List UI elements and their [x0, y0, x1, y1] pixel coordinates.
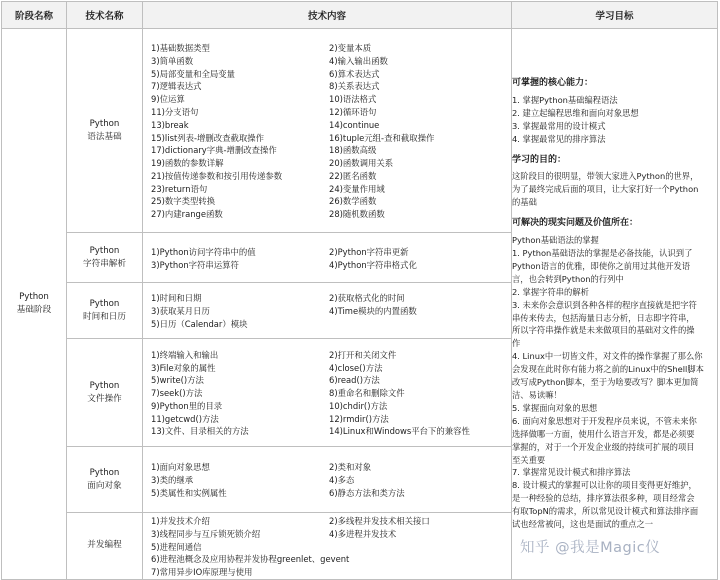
- value-line: 4. Linux中一切皆文件，对文件的操作掌握了那么你: [512, 351, 703, 362]
- content-item: 14)continue: [329, 119, 380, 130]
- content-item: 6)进程池概念及应用协程并发协程greenlet、gevent: [151, 554, 350, 565]
- content-item: [329, 318, 511, 331]
- content-item: 15)list列表-增删改查截取操作: [151, 132, 264, 143]
- content-item: 20)函数调用关系: [329, 158, 394, 169]
- content-item: 4)输入输出函数: [329, 55, 388, 66]
- table-row: [2, 29, 718, 233]
- value-line: 作: [512, 338, 521, 349]
- content-list: [143, 347, 511, 439]
- value-line: 掌握的，对于一个开发企业级的持续可扩展的项目: [512, 441, 695, 452]
- header-stage: 阶段名称: [2, 2, 67, 29]
- value-line: Python语言的优雅，即使你之前用过其他开发语: [512, 260, 691, 271]
- value-line: 1. Python基础语法的掌握是必备技能，认识到了: [512, 248, 693, 258]
- tech-content-cell: [143, 513, 512, 580]
- content-item: 4)close()方法: [329, 362, 383, 373]
- content-item: 3)File对象的属性: [151, 362, 216, 373]
- content-item: 11)getcwd()方法: [151, 413, 219, 424]
- tech-content-cell: [143, 447, 512, 513]
- content-item: 11)分支语句: [151, 106, 199, 117]
- core-ability-item: 1. 掌握Python基础编程语法: [512, 94, 618, 105]
- content-item: 7)常用异步IO库原理与使用: [151, 567, 253, 578]
- tech-name-cell: Python 时间和日历: [67, 283, 143, 339]
- content-item: 8)重命名和删除文件: [329, 388, 405, 399]
- value-line: 3. 未来你会意识到各种各样的程序直接就是把字符: [512, 299, 697, 310]
- content-list: [143, 513, 511, 579]
- content-item: 12)循环语句: [329, 106, 377, 117]
- value-line: 试也经常被问，这也是面试的重点之一: [512, 519, 654, 530]
- tech-content-cell: [143, 29, 512, 233]
- content-item: 19)函数的参数详解: [151, 158, 224, 169]
- content-item: 6)算术表达式: [329, 68, 380, 79]
- value-line: 洁、易读嘛！: [512, 389, 562, 400]
- purpose-line: 的基础: [512, 197, 537, 208]
- value-line: 串传来传去，包括海量日志分析，日志即字符串，: [512, 312, 695, 323]
- content-item: 28)随机数函数: [329, 209, 385, 220]
- content-item: 3)类的继承: [151, 475, 194, 486]
- purpose-title: 学习的目的：: [512, 154, 567, 165]
- core-ability-item: 3. 掌握最常用的设计模式: [512, 120, 606, 131]
- content-item: 2)变量本质: [329, 42, 372, 53]
- goals-cell: [512, 29, 718, 580]
- content-item: 1)Python访问字符串中的值: [151, 246, 256, 257]
- tech-name-cell: Python 字符串解析: [67, 233, 143, 283]
- value-line: 5. 掌握面向对象的思想: [512, 402, 598, 413]
- curriculum-table: [1, 1, 718, 580]
- tech-content-cell: [143, 283, 512, 339]
- content-item: 2)获取格式化的时间: [329, 293, 405, 304]
- content-item: 24)变量作用域: [329, 183, 385, 194]
- content-item: 1)时间和日期: [151, 293, 202, 304]
- value-line: 6. 面向对象思想对于开发程序员来说，不管未来你: [512, 415, 697, 426]
- content-item: 12)rmdir()方法: [329, 413, 389, 424]
- content-list: [143, 244, 511, 272]
- watermark: 知乎 @我是Magic仪: [520, 540, 661, 556]
- value-line: 所以字符串操作就是未来做项目的基础对文件的操: [512, 325, 695, 336]
- content-item: 9)Python里的目录: [151, 400, 223, 411]
- core-ability-item: 4. 掌握最常见的排序算法: [512, 133, 606, 144]
- content-item: 6)read()方法: [329, 375, 380, 386]
- content-item: 1)并发技术介绍: [151, 516, 210, 526]
- tech-name-cell: Python 面向对象: [67, 447, 143, 513]
- content-item: 5)进程间通信: [151, 541, 202, 552]
- value-line: 会发现在此时你有能力将之前的Linux中的Shell脚本: [512, 364, 704, 375]
- purpose-line: 这阶段目的很明显，带领大家进入Python的世界，: [512, 171, 699, 182]
- stage-cell: Python 基础阶段: [2, 29, 67, 580]
- core-ability-title: 可掌握的核心能力：: [512, 78, 594, 89]
- value-line: 言，也会转到Python的行列中: [512, 273, 624, 284]
- content-item: 2)多线程并发技术相关接口: [329, 516, 430, 526]
- content-item: 6)静态方法和类方法: [329, 487, 405, 498]
- purpose-line: 为了最终完成后面的项目，让大家打好一个Python: [512, 184, 699, 195]
- content-item: 8)关系表达式: [329, 81, 380, 92]
- content-item: 4)Time模块的内置函数: [329, 306, 417, 317]
- content-item: 4)多进程并发技术: [329, 528, 397, 539]
- value-line: 8. 设计模式的掌握可以让你的项目变得更好维护，: [512, 480, 697, 491]
- content-item: 16)tuple元组-查和截取操作: [329, 132, 435, 143]
- content-item: 7)seek()方法: [151, 388, 203, 399]
- header-tech: 技术名称: [67, 2, 143, 29]
- content-item: 3)Python字符串运算符: [151, 259, 239, 270]
- tech-content-cell: [143, 339, 512, 447]
- core-ability-item: 2. 建立起编程思维和面向对象思想: [512, 107, 639, 118]
- content-item: 13)break: [151, 119, 189, 130]
- content-item: 2)Python字符串更新: [329, 246, 409, 257]
- content-list: [143, 290, 511, 330]
- value-line: 7. 掌握常见设计模式和排序算法: [512, 467, 631, 478]
- value-line: Python基础语法的掌握: [512, 235, 599, 246]
- content-item: 5)日历（Calendar）模块: [151, 318, 248, 329]
- content-item: 3)简单函数: [151, 55, 194, 66]
- content-item: 23)return语句: [151, 183, 208, 194]
- content-item: 4)多态: [329, 475, 355, 486]
- content-item: 3)线程同步与互斥锁死锁介绍: [151, 528, 261, 539]
- content-item: 4)Python字符串格式化: [329, 259, 417, 270]
- content-item: 13)文件、目录相关的方法: [151, 426, 249, 437]
- content-item: 3)获取某月日历: [151, 306, 210, 317]
- value-line: 是一种经验的总结，排序算法很多种，项目经常会: [512, 493, 695, 504]
- value-line: 选择做哪一方面，使用什么语言开发，都是必须要: [512, 428, 695, 439]
- content-item: 9)位运算: [151, 94, 185, 105]
- content-item: 1)基础数据类型: [151, 42, 210, 53]
- content-item: 5)类属性和实例属性: [151, 487, 227, 498]
- content-item: 10)chdir()方法: [329, 400, 388, 411]
- content-item: 1)面向对象思想: [151, 462, 210, 473]
- content-item: 5)write()方法: [151, 375, 204, 386]
- value-line: 有取TopN的需求，所以常见设计模式和算法排序面: [512, 506, 699, 517]
- value-title: 可解决的现实问题及价值所在：: [512, 218, 639, 229]
- value-line: 改写成Python脚本，至于为啥要改写？脚本更加简: [512, 377, 699, 388]
- tech-content-cell: [143, 233, 512, 283]
- content-item: 2)打开和关闭文件: [329, 349, 397, 360]
- content-item: 2)类和对象: [329, 462, 372, 473]
- content-item: 21)按值传递参数和按引用传递参数: [151, 170, 283, 181]
- content-item: 14)Linux和Windows平台下的兼容性: [329, 426, 470, 437]
- content-item: 7)逻辑表达式: [151, 81, 202, 92]
- content-item: 10)语法格式: [329, 94, 377, 105]
- value-line: 至关重要: [512, 454, 546, 465]
- content-item: 5)局部变量和全局变量: [151, 68, 235, 79]
- content-item: 27)内建range函数: [151, 209, 223, 220]
- tech-name-cell: 并发编程: [67, 513, 143, 580]
- content-item: [329, 541, 511, 554]
- content-item: 26)数学函数: [329, 196, 377, 207]
- header-content: 技术内容: [143, 2, 512, 29]
- content-list: [143, 40, 511, 221]
- header-row: [2, 2, 718, 29]
- content-item: 22)匿名函数: [329, 170, 377, 181]
- content-list: [143, 459, 511, 499]
- tech-name-cell: Python 文件操作: [67, 339, 143, 447]
- tech-name-cell: Python 语法基础: [67, 29, 143, 233]
- content-item: 25)数字类型转换: [151, 196, 216, 207]
- content-item: 18)函数高级: [329, 145, 377, 156]
- content-item: 1)终端输入和输出: [151, 349, 219, 360]
- header-goals: 学习目标: [512, 2, 718, 29]
- content-item: 17)dictionary字典-增删改查操作: [151, 145, 277, 156]
- value-line: 2. 掌握字符串的解析: [512, 286, 589, 297]
